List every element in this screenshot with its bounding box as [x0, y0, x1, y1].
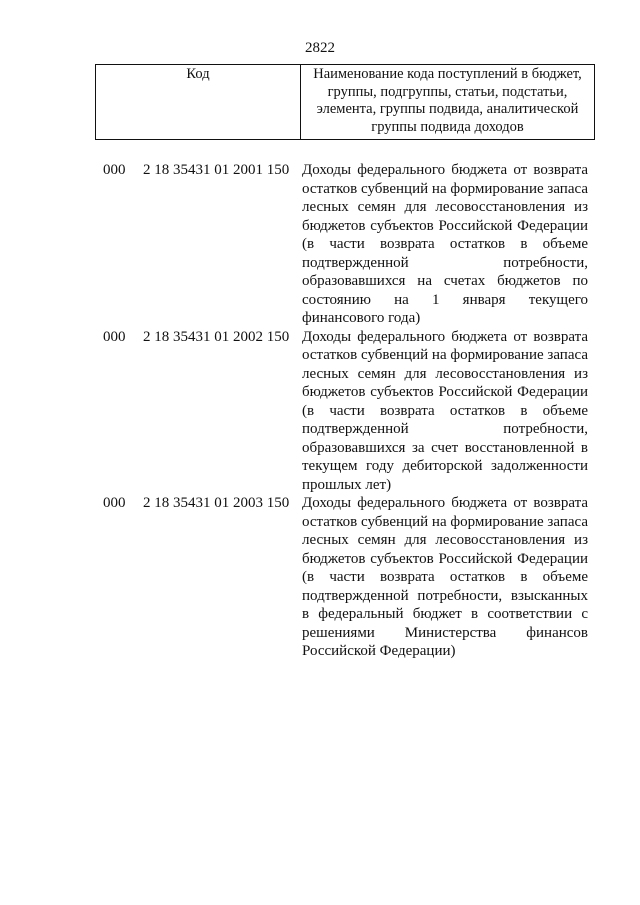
budget-code: 2 18 35431 01 2002 150	[143, 328, 290, 345]
admin-code: 000	[103, 495, 126, 511]
header-name-column: Наименование кода поступлений в бюджет, группы, подгруппы, статьи, подстатьи, элемента, группы подвида, аналитической группы подвида доходов	[313, 66, 582, 135]
row-description: Доходы федерального бюджета от возврата остатков субвенций на формирование запаса лесных семян для лесовосстановления из бюджетов субъектов Российской Федерации (в части возврата остатков в объеме подтвержденной потребности, взысканных в федеральный бюджет в соответствии с решениями Министерства финансов Российской Федерации)	[302, 495, 588, 659]
row-description: Доходы федерального бюджета от возврата остатков субвенций на формирование запаса лесных семян для лесовосстановления из бюджетов субъектов Российской Федерации (в части возврата остатков в объеме подтвержденной потребности, образовавшихся за счет восстановленной в текущем году дебиторской задолженности прошлых лет)	[302, 328, 588, 493]
page-number: 2822	[305, 40, 335, 56]
admin-code: 000	[103, 162, 126, 178]
table-row	[0, 494, 640, 661]
admin-code: 000	[103, 328, 126, 345]
table-row	[0, 328, 640, 495]
header-code-column: Код	[96, 65, 301, 139]
budget-code: 2 18 35431 01 2003 150	[143, 495, 290, 511]
table-row	[0, 161, 640, 328]
row-description: Доходы федерального бюджета от возврата остатков субвенций на формирование запаса лесных семян для лесовосстановления из бюджетов субъектов Российской Федерации (в части возврата остатков в объеме подтвержденной потребности, образовавшихся на счетах бюджетов по состоянию на 1 января текущего финансового года)	[302, 162, 588, 326]
budget-code: 2 18 35431 01 2001 150	[143, 162, 290, 178]
table-body	[0, 161, 640, 661]
table-header	[95, 64, 595, 140]
